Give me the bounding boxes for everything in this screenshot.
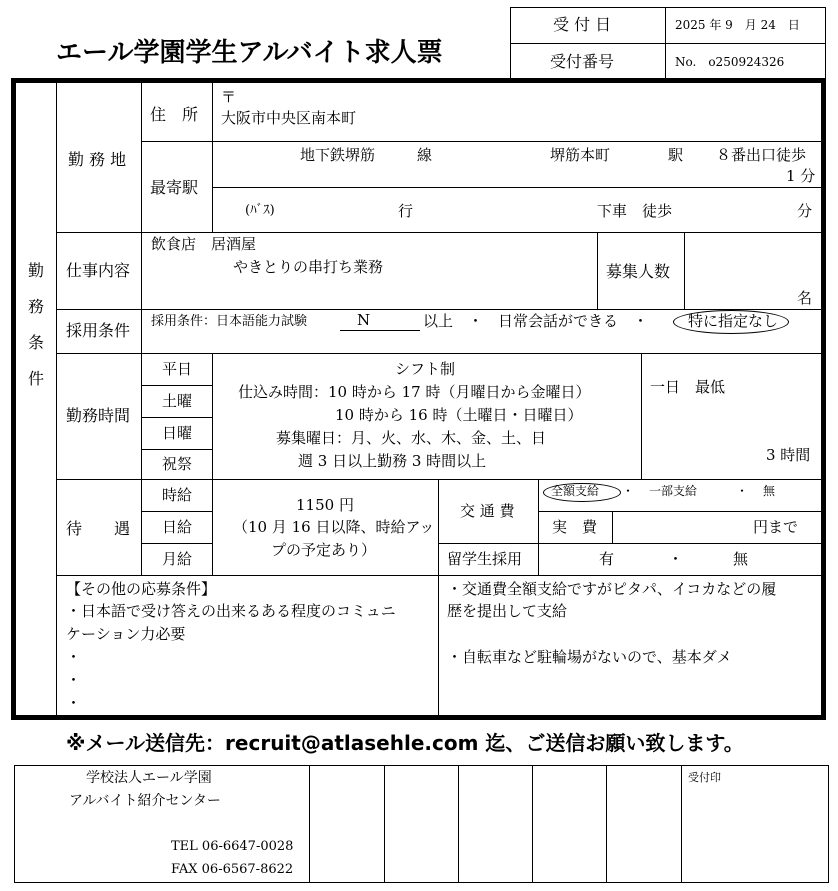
transport-full: 全額支給 (551, 484, 600, 498)
section-label: 勤 務 条 件 (28, 261, 45, 388)
pay-daily: 日給 (162, 518, 193, 536)
walk-minutes: 1 分 (786, 167, 816, 185)
hours-line2: 仕込み時間：10 時から 17 時（月曜日から金曜日） (238, 383, 591, 401)
workplace-label: 勤 務 地 (68, 150, 127, 169)
footer-tel: TEL 06-6647-0028 (171, 839, 294, 854)
pay-amount: 1150 円 (296, 496, 354, 514)
pay-note1: （10 月 16 日以降、時給アッ (233, 518, 435, 536)
transport-sep2: ・ (736, 484, 749, 498)
bus-stop: 下車 徒歩 (597, 202, 673, 220)
day-holiday: 祝祭 (162, 455, 193, 473)
pay-note2: プの予定あり） (271, 541, 377, 559)
hiring-suffix: 以上 ・ 日常会話ができる ・ (423, 312, 649, 330)
other-left-line2: ケーション力必要 (66, 625, 186, 643)
hiring-label: 採用条件 (66, 321, 131, 340)
bus-direction: 行 (398, 202, 414, 220)
receipt-no-value: No. o250924326 (675, 55, 785, 69)
min-hours-value: 3 時間 (766, 446, 811, 464)
intl-no: 無 (733, 550, 749, 568)
bus-label: (ﾊﾞｽ) (245, 203, 275, 218)
address-value: 大阪市中央区南本町 (221, 109, 357, 127)
receipt-date-value: 2025 年 9 月 24 日 (675, 18, 800, 32)
min-hours-label: 一日 最低 (650, 378, 726, 396)
day-weekday: 平日 (162, 360, 193, 378)
station-name: 堺筋本町 (550, 146, 611, 164)
other-left-line1: ・日本語で受け答えの出来るある程度のコミュニ (66, 602, 396, 620)
hours-line3: 10 時から 16 時（土曜日・日曜日） (335, 406, 583, 424)
email-notice: ※メール送信先：recruit@atlasehle.com 迄、ご送信お願い致します。 (66, 731, 744, 755)
footer-org1: 学校法人エール学園 (86, 770, 212, 786)
other-right-line2: 歴を提出して支給 (447, 602, 568, 620)
hours-line5: 週 3 日以上勤務 3 時間以上 (298, 452, 487, 470)
footer-org2: アルバイト紹介センター (69, 793, 221, 809)
station-suffix: 駅 (668, 146, 684, 164)
job-line1: 飲食店 居酒屋 (151, 235, 257, 253)
other-bullet: ・ (66, 671, 82, 689)
other-bullet: ・ (66, 694, 82, 712)
day-saturday: 土曜 (162, 392, 193, 410)
transport-label: 交 通 費 (460, 502, 515, 520)
transport-none: 無 (763, 484, 776, 498)
day-sunday: 日曜 (162, 424, 193, 442)
postal-mark: 〒 (221, 88, 237, 106)
other-right-line1: ・交通費全額支給ですがピタパ、イコカなどの履 (447, 580, 777, 598)
intl-yes: 有 (599, 550, 615, 568)
line-name: 地下鉄堺筋 (300, 146, 376, 164)
other-title: 【その他の応募条件】 (66, 580, 217, 598)
transport-partial: 一部支給 (649, 484, 698, 498)
footer-fax: FAX 06-6567-8622 (171, 862, 294, 877)
other-bullet: ・ (66, 648, 82, 666)
intl-sep: ・ (668, 550, 684, 568)
page-title: エール学園学生アルバイト求人票 (56, 38, 443, 68)
pay-label: 待 遇 (66, 519, 131, 538)
exit-walk: ８番出口徒歩 (716, 146, 807, 164)
hours-line4: 募集曜日：月、火、水、木、金、土、日 (276, 429, 547, 447)
other-right-line3: ・自転車など駐輪場がないので、基本ダメ (447, 648, 732, 666)
jlpt-level: N (357, 311, 371, 329)
transport-sep1: ・ (622, 484, 635, 498)
receipt-date-label: 受 付 日 (553, 15, 612, 34)
bus-minutes: 分 (797, 202, 813, 220)
pay-hourly: 時給 (162, 486, 193, 504)
hours-line1: シフト制 (395, 360, 456, 378)
actual-cost-label: 実 費 (552, 518, 598, 536)
job-line2: やきとりの串打ち業務 (233, 258, 384, 276)
hiring-prefix: 採用条件：日本語能力試験 (151, 314, 308, 329)
address-label: 住 所 (150, 105, 199, 124)
pay-monthly: 月給 (162, 550, 193, 568)
line-suffix: 線 (417, 146, 433, 164)
intl-student-label: 留学生採用 (447, 550, 523, 568)
hours-label: 勤務時間 (66, 406, 131, 425)
receipt-no-label: 受付番号 (550, 52, 615, 71)
recruit-count-label: 募集人数 (606, 262, 671, 281)
station-label: 最寄駅 (150, 178, 199, 197)
no-requirement: 特に指定なし (688, 312, 779, 330)
recruit-count-unit: 名 (797, 289, 813, 307)
job-label: 仕事内容 (66, 261, 131, 280)
stamp-label: 受付印 (688, 771, 721, 784)
actual-cost-unit: 円まで (753, 518, 799, 536)
